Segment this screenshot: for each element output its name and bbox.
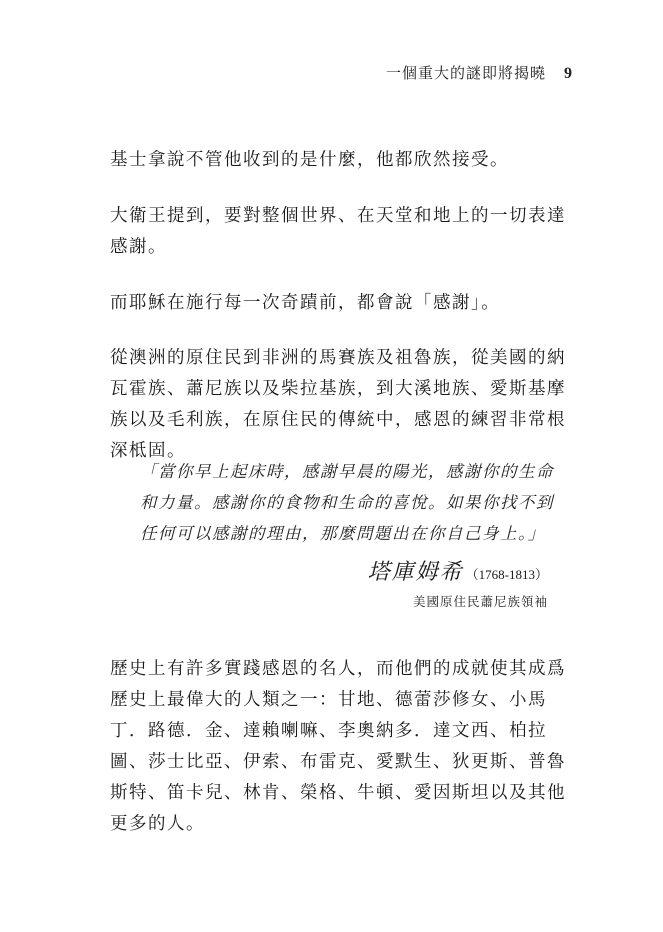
running-header <box>386 62 573 83</box>
running-title: 一個重大的謎即將揭曉 <box>385 64 546 82</box>
paragraph-2: 大衛王提到，要對整個世界、在天堂和地上的一切表達感謝。 <box>110 206 566 257</box>
quote-author-years: （1768-1813） <box>465 567 548 582</box>
quote-attribution <box>368 555 548 610</box>
quote-text: 「當你早上起床時，感謝早晨的陽光，感謝你的生命和力量。感謝你的食物和生命的喜悅。如果你找不到任何可以感謝的理由，那麼問題出在你自己身上。」 <box>140 462 554 543</box>
paragraph-closing: 歷史上有許多實踐感恩的名人，而他們的成就使其成爲歷史上最偉大的人類之一：甘地、德蕾莎修女、小馬丁．路德．金、達賴喇嘛、李奧納多．達文西、柏拉圖、莎士比亞、伊索、布雷克、愛默生、狄更斯、普魯斯特、笛卡兒、林肯、榮格、牛頓、愛因斯坦以及其他更多的人。 <box>110 659 566 834</box>
paragraph-4: 從澳洲的原住民到非洲的馬賽族及祖魯族，從美國的納瓦霍族、蕭尼族以及柴拉基族，到大溪地族、愛斯基摩族以及毛利族，在原住民的傳統中，感恩的練習非常根深柢固。 <box>110 348 566 461</box>
paragraph-1: 基士拿說不管他收到的是什麼，他都欣然接受。 <box>110 150 509 170</box>
page-number: 9 <box>564 65 573 82</box>
quote-author-role: 美國原住民蕭尼族領袖 <box>412 594 548 609</box>
quote-author: 塔庫姆希 <box>367 560 464 585</box>
paragraph-3: 而耶穌在施行每一次奇蹟前，都會說「感謝」。 <box>110 293 501 313</box>
